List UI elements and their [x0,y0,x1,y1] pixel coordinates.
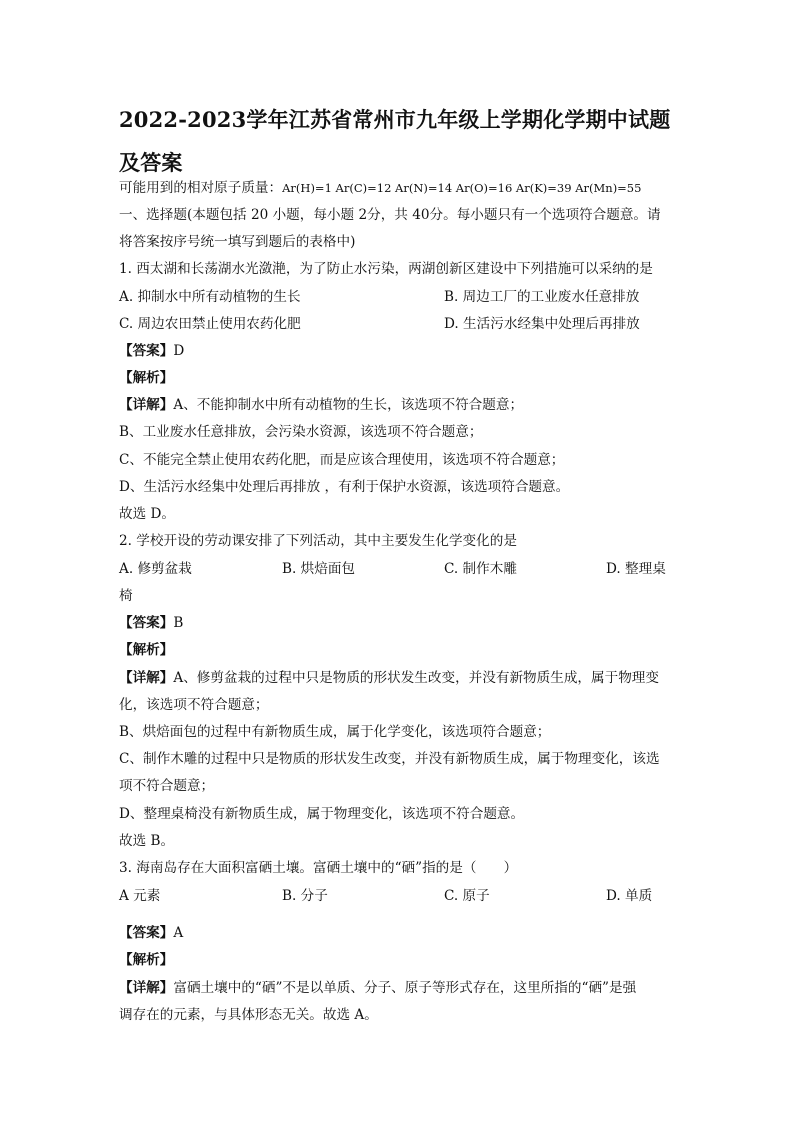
detail-tag: 【详解】 [119,980,174,996]
question-2-detail-line-1 [119,669,659,687]
question-2-detail-line-4: C、制作木雕的过程中只是物质的形状发生改变，并没有新物质生成，属于物理变化，该选 [119,751,660,767]
atomic-mass-label: 可能用到的相对原子质量： [119,180,283,196]
question-1-detail-line-1 [119,396,523,414]
question-2-option-c: C. 制作木雕 [444,561,517,577]
question-3-answer [119,924,183,942]
question-3-analysis-tag: 【解析】 [119,952,174,968]
question-1-stem: 1. 西太湖和长荡湖水光潋滟，为了防止水污染，两湖创新区建设中下列措施可以采纳的是 [119,261,653,277]
question-2-option-b: B. 烘焙面包 [282,561,356,577]
question-1-detail-line-4: D、生活污水经集中处理后再排放 ，有利于保护水资源，该选项符合题意。 [119,479,570,495]
question-2-option-d: D. 整理桌 [606,561,666,577]
question-2-stem: 2. 学校开设的劳动课安排了下列活动，其中主要发生化学变化的是 [119,533,517,549]
answer-value: B [173,615,184,631]
question-1-option-b: B. 周边工厂的工业废水任意排放 [444,289,640,305]
answer-tag: 【答案】 [119,925,174,941]
question-3-option-a: A 元素 [119,888,161,904]
question-2-option-d-wrap: 椅 [119,588,133,604]
question-1-analysis-tag: 【解析】 [119,370,174,386]
detail-text: 富硒土壤中的“硒”不是以单质、分子、原子等形式存在，这里所指的“硒”是强 [173,980,637,996]
question-2-option-a: A. 修剪盆栽 [119,561,192,577]
question-2-conclusion: 故选 B。 [119,833,175,849]
section-intro-line-2: 将答案按序号统一填写到题后的表格中) [119,234,356,250]
answer-value: A [173,925,184,941]
question-2-analysis-tag: 【解析】 [119,642,174,658]
question-1-detail-line-2: B、工业废水任意排放，会污染水资源，该选项不符合题意； [119,424,483,440]
question-2-detail-line-2: 化，该选项不符合题意； [119,697,269,713]
detail-text: A、不能抑制水中所有动植物的生长，该选项不符合题意； [173,397,524,413]
question-3-detail-line-1 [119,979,636,997]
question-3-detail-line-2: 调存在的元素，与具体形态无关。故选 A。 [119,1007,378,1023]
question-2-detail-line-6: D、整理桌椅没有新物质生成，属于物理变化，该选项不符合题意。 [119,806,525,822]
atomic-mass-values: Ar(H)=1 Ar(C)=12 Ar(N)=14 Ar(O)=16 Ar(K)=39 Ar(Mn)=55 [282,181,642,195]
atomic-mass-line [119,179,641,197]
answer-tag: 【答案】 [119,615,174,631]
question-3-stem: 3. 海南岛存在大面积富硒土壤。富硒土壤中的“硒”指的是（ ） [119,860,518,876]
question-1-option-a: A. 抑制水中所有动植物的生长 [119,289,301,305]
question-1-conclusion: 故选 D。 [119,506,176,522]
question-1-option-d: D. 生活污水经集中处理后再排放 [444,316,640,332]
question-3-option-d: D. 单质 [606,888,653,904]
page-title: 2022-2023学年江苏省常州市九年级上学期化学期中试题及答案 [119,107,671,175]
question-3-option-b: B. 分子 [282,888,328,904]
question-1-answer [119,342,184,360]
question-1-detail-line-3: C、不能完全禁止使用农药化肥，而是应该合理使用，该选项不符合题意； [119,452,565,468]
question-3-option-c: C. 原子 [444,888,490,904]
answer-tag: 【答案】 [119,343,174,359]
question-2-detail-line-3: B、烘焙面包的过程中有新物质生成，属于化学变化，该选项符合题意； [119,724,551,740]
section-intro-line-1: 一、选择题(本题包括 20 小题，每小题 2分，共 40分。每小题只有一个选项符合题意。请 [119,207,661,223]
answer-value: D [173,343,185,359]
question-1-option-c: C. 周边农田禁止使用农药化肥 [119,316,301,332]
detail-tag: 【详解】 [119,397,174,413]
question-2-answer [119,614,183,632]
detail-text: A、修剪盆栽的过程中只是物质的形状发生改变，并没有新物质生成，属于物理变 [173,670,659,686]
question-2-detail-line-5: 项不符合题意； [119,778,215,794]
detail-tag: 【详解】 [119,670,174,686]
